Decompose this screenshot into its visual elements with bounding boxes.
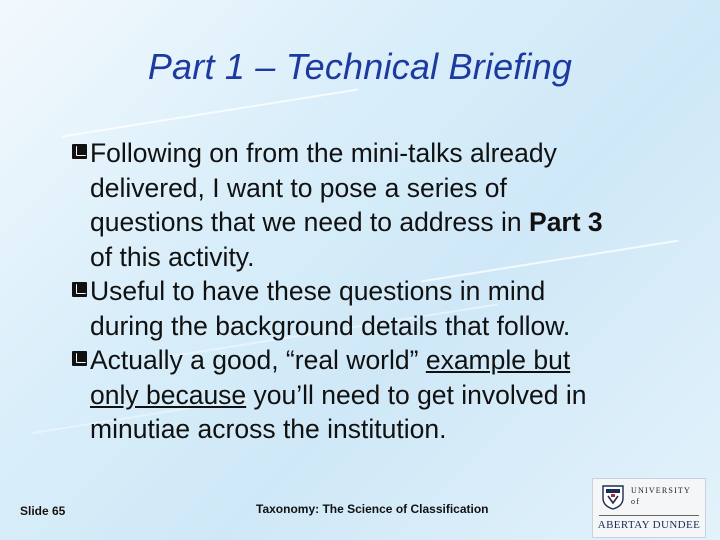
bullet-2-line-1: Useful to have these questions in mind [90, 276, 546, 306]
bullet-1-emphasis: Part 3 [529, 207, 603, 237]
logo-line-2: of [631, 497, 641, 506]
logo-divider [599, 515, 699, 516]
bullet-3-line-3: minutiae across the institution. [90, 414, 447, 444]
bullet-item [72, 343, 702, 447]
bullet-3-underline-2: only because [90, 379, 247, 410]
bullet-1-line-1: Following on from the mini-talks already [90, 138, 557, 168]
university-logo [592, 478, 706, 538]
checkbox-bullet-icon [72, 351, 87, 366]
bullet-item [72, 274, 702, 343]
bullet-1-line-4: of this activity. [90, 241, 255, 272]
bullet-3-underline-1: example but [425, 345, 571, 375]
slide-number: Slide 65 [20, 504, 66, 518]
logo-line-1: UNIVERSITY [631, 486, 691, 495]
university-crest-icon [601, 484, 625, 510]
checkbox-bullet-icon [72, 144, 87, 159]
checkbox-bullet-icon [72, 282, 87, 297]
footer-title: Taxonomy: The Science of Classification [256, 502, 489, 516]
bullet-list [72, 136, 702, 447]
slide-title: Part 1 – Technical Briefing [147, 46, 573, 87]
bullet-2-line-2: during the background details that follow. [90, 310, 571, 341]
logo-line-3: ABERTAY DUNDEE [597, 519, 701, 531]
bullet-item [72, 136, 702, 274]
bullet-3-line-2: you’ll need to get involved in [246, 379, 587, 410]
bullet-3-line-1: Actually a good, “real world” [90, 345, 426, 375]
bullet-1-line-3: questions that we need to address in [90, 207, 530, 237]
bullet-1-line-2: delivered, I want to pose a series of [90, 172, 507, 203]
